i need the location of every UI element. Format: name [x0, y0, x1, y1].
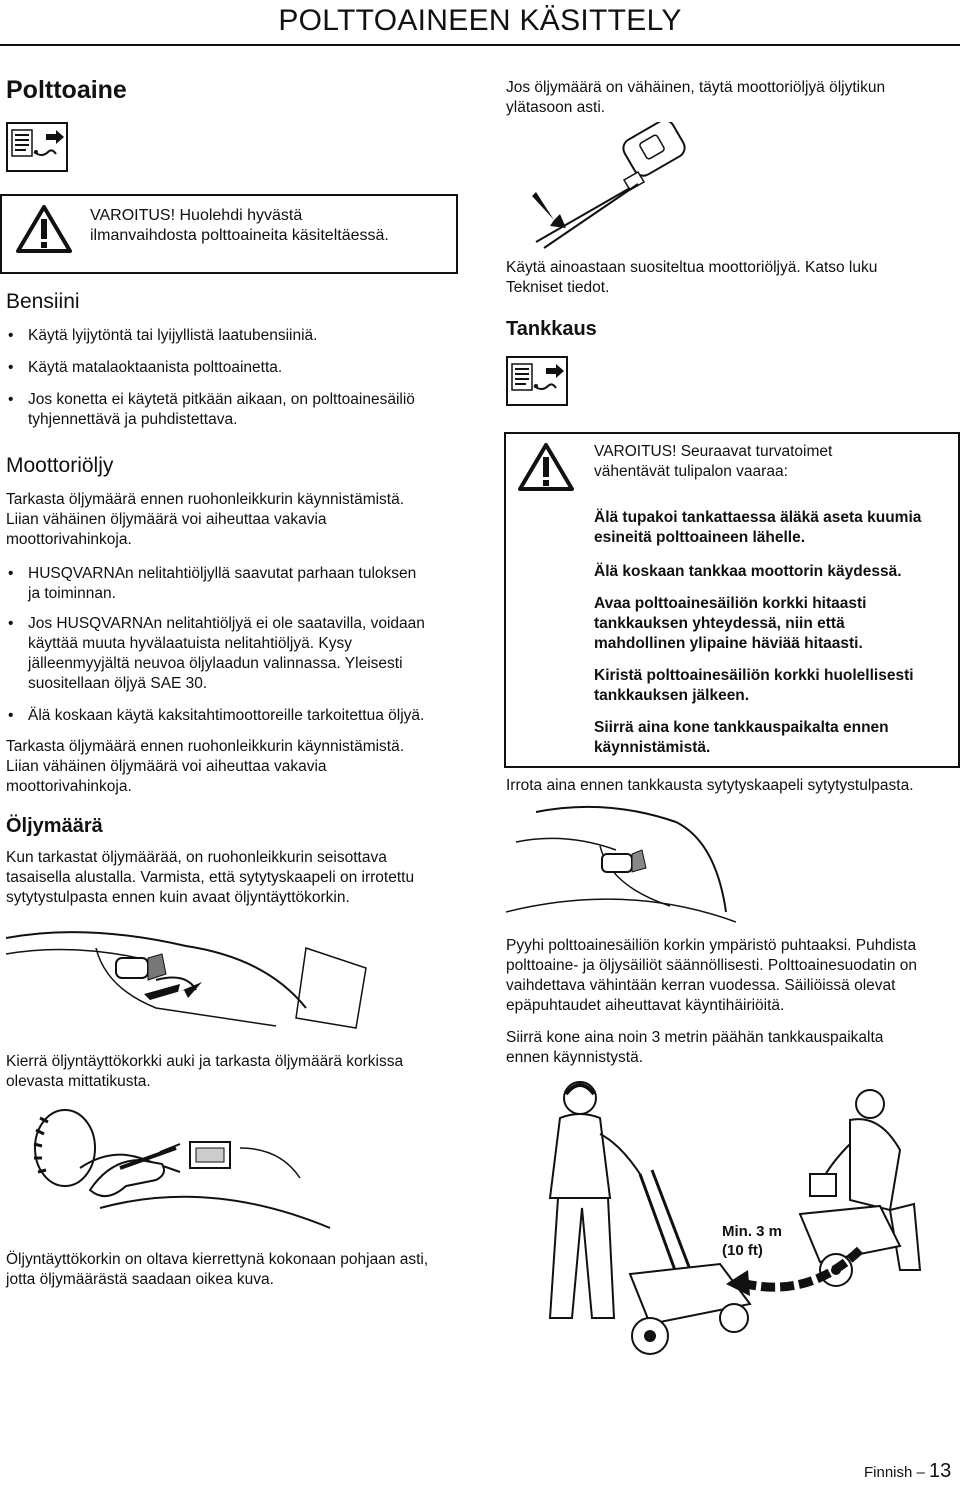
- petrol-bullet: • Käytä matalaoktaanista polttoainetta.: [6, 358, 282, 378]
- oil-cap-illustration: [6, 918, 386, 1036]
- dipstick-illustration: [506, 122, 706, 252]
- warning2-item: Siirrä aina kone tankkauspaikalta ennen käynnistämistä.: [594, 719, 889, 756]
- oil-bullet: • HUSQVARNAn nelitahtiöljyllä saavutat parhaan tuloksen ja toiminnan.: [6, 564, 416, 604]
- oil-outro: Tarkasta öljymäärä ennen ruohonleikkurin käynnistämistä. Liian vähäinen öljymäärä voi aiheuttaa vakavia moottorivahinkoja.: [6, 738, 405, 795]
- warning1-line1: VAROITUS! Huolehdi hyvästä: [90, 207, 303, 224]
- footer-separator: –: [916, 1464, 925, 1481]
- warning2-item: Kiristä polttoainesäiliön korkki huolellisesti tankkauksen jälkeen.: [594, 667, 914, 704]
- clean-cap-text: Pyyhi polttoainesäiliön korkin ympäristö puhtaaksi. Puhdista polttoaine- ja öljysäiliöt säännöllisesti. Polttoainesuodatin on vaihdettava vähintään kerran vuodessa. Säiliöissä olevat epäpuhtaudet aiheuttavat käyntihäiriöitä.: [506, 937, 918, 1014]
- warning2-heading: VAROITUS! Seuraavat turvatoimet vähentävät tulipalon vaaraa:: [594, 443, 833, 480]
- petrol-bullet: • Käytä lyijytöntä tai lyijyllistä laatubensiiniä.: [6, 326, 317, 346]
- warning-triangle-icon: [16, 204, 72, 254]
- distance-label: Min. 3 m (10 ft): [722, 1223, 783, 1259]
- warning2-item: Älä tupakoi tankattaessa äläkä aseta kuumia esineitä polttoaineen lähelle.: [594, 509, 922, 546]
- oil-intro: Tarkasta öljymäärä ennen ruohonleikkurin käynnistämistä. Liian vähäinen öljymäärä voi aiheuttaa vakavia moottorivahinkoja.: [6, 491, 405, 548]
- title-rule: [0, 44, 960, 46]
- disconnect-cable-text: Irrota aina ennen tankkausta sytytyskaapeli sytytystulpasta.: [506, 777, 914, 794]
- heading-engine-oil: Moottoriöljy: [6, 454, 114, 477]
- heading-refuelling: Tankkaus: [506, 318, 597, 340]
- move-machine-text: Siirrä kone aina noin 3 metrin päähän tankkauspaikalta ennen käynnistystä.: [506, 1029, 884, 1066]
- manual-read-icon: [506, 356, 568, 406]
- warning2-item: Avaa polttoainesäiliön korkki hitaasti tankkauksen yhteydessä, niin että mahdollinen ylipaine häviää hitaasti.: [594, 595, 867, 652]
- heading-petrol: Bensiini: [6, 290, 80, 313]
- oil-bullet: • Jos HUSQVARNAn nelitahtiöljyä ei ole saatavilla, voidaan käyttää muuta hyvälaatuista nelitahtiöljyä. Kysy jälleenmyyjältä neuvoa öljylaadun valinnassa. Yleisesti suositellaan öljyä SAE 30.: [6, 614, 425, 694]
- page-footer: [864, 1460, 951, 1483]
- petrol-bullet-3-line2: tyhjennettävä ja puhdistettava.: [28, 411, 238, 428]
- warning-box-fire-safety: [504, 432, 960, 768]
- dipstick-hand-illustration: [10, 1108, 370, 1236]
- warning1-line2: ilmanvaihdosta polttoaineita käsiteltäessä.: [90, 227, 389, 244]
- heading-oil-level: Öljymäärä: [6, 815, 103, 837]
- page-title: POLTTOAINEEN KÄSITTELY: [278, 4, 682, 37]
- manual-read-icon: [6, 122, 68, 172]
- caption-open-cap: Kierrä öljyntäyttökorkki auki ja tarkasta öljymäärä korkissa olevasta mittatikusta.: [6, 1053, 404, 1090]
- top-oil-text: Jos öljymäärä on vähäinen, täytä moottoriöljyä öljytikun ylätasoon asti.: [506, 79, 886, 116]
- oil-level-text: Kun tarkastat öljymäärää, on ruohonleikkurin seisottava tasaisella alustalla. Varmista, että sytytyskaapeli on irrotettu sytytystulpasta ennen kuin avaat öljyntäyttökorkin.: [6, 849, 415, 906]
- footer-language: Finnish: [864, 1464, 913, 1481]
- footer-page-number: 13: [929, 1460, 952, 1482]
- petrol-bullet-3-text: Jos konetta ei käytetä pitkään aikaan, on polttoainesäiliö: [28, 391, 415, 408]
- warning-triangle-icon: [518, 442, 574, 492]
- warning-box-ventilation: [0, 194, 458, 274]
- caption-cap-fully-screwed: Öljyntäyttökorkin on oltava kierrettynä kokonaan pohjaan asti, jotta öljymäärästä saadaan oikea kuva.: [6, 1251, 429, 1288]
- oil-bullet: • Älä koskaan käytä kaksitahtimoottoreille tarkoitettua öljyä.: [6, 706, 424, 726]
- recommended-oil-text: Käytä ainoastaan suositeltua moottoriöljyä. Katso luku Tekniset tiedot.: [506, 259, 878, 296]
- fuel-cap-illustration: [506, 802, 736, 926]
- petrol-bullet: [6, 390, 476, 430]
- heading-fuel: Polttoaine: [6, 76, 127, 104]
- warning2-item: Älä koskaan tankkaa moottorin käydessä.: [594, 563, 902, 580]
